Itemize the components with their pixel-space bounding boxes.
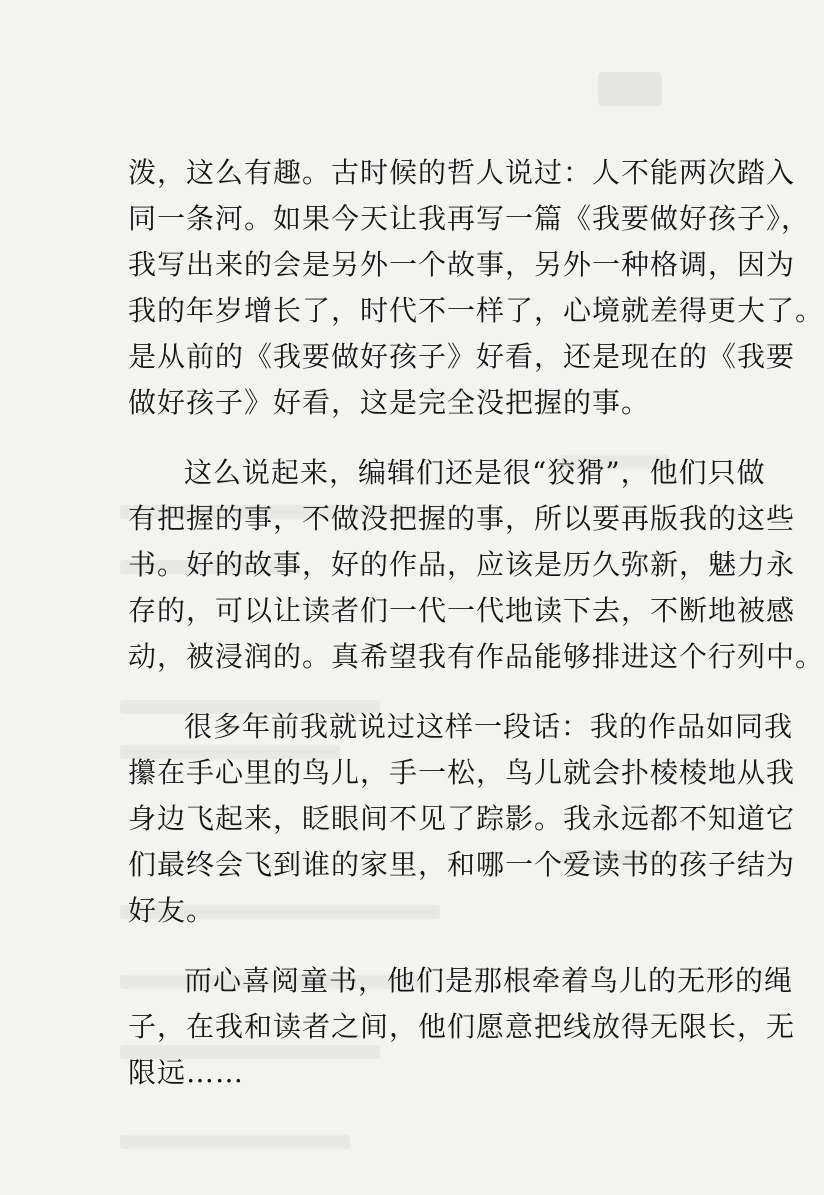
text-line: 我写出来的会是另外一个故事，另外一种格调，因为	[128, 248, 796, 281]
text-line: 身边飞起来，眨眼间不见了踪影。我永远都不知道它	[128, 802, 796, 835]
text-line: 们最终会飞到谁的家里，和哪一个爱读书的孩子结为	[128, 848, 796, 881]
text-line: 很多年前我就说过这样一段话：我的作品如同我	[184, 710, 794, 743]
ghost-heading	[598, 72, 662, 106]
text-line: 攥在手心里的鸟儿，手一松，鸟儿就会扑棱棱地从我	[128, 756, 796, 789]
text-line: 好友。	[128, 894, 216, 927]
paragraph-4	[128, 958, 796, 1096]
text-line: 存的，可以让读者们一代一代地读下去，不断地被感	[128, 594, 796, 627]
text-line: 是从前的《我要做好孩子》好看，还是现在的《我要	[128, 340, 796, 373]
text-line: 有把握的事，不做没把握的事，所以要再版我的这些	[128, 502, 796, 535]
text-line: 我的年岁增长了，时代不一样了，心境就差得更大了。	[128, 294, 824, 327]
text-line: 书。好的故事，好的作品，应该是历久弥新，魅力永	[128, 548, 796, 581]
paragraph-3	[128, 704, 796, 934]
text-line: 做好孩子》好看，这是完全没把握的事。	[128, 386, 651, 419]
text-line: 动，被浸润的。真希望我有作品能够排进这个行列中。	[128, 640, 824, 673]
ghost-line	[120, 1135, 350, 1149]
text-line: 这么说起来，编辑们还是很“狡猾”，他们只做	[184, 456, 766, 489]
text-line: 限远……	[128, 1056, 245, 1089]
paragraph-2	[128, 450, 824, 680]
text-line: 子，在我和读者之间，他们愿意把线放得无限长，无	[128, 1010, 796, 1043]
text-line: 而心喜阅童书，他们是那根牵着鸟儿的无形的绳	[184, 964, 794, 997]
text-line: 同一条河。如果今天让我再写一篇《我要做好孩子》，	[128, 202, 811, 235]
book-page-body	[128, 150, 824, 1120]
paragraph-1	[128, 150, 824, 426]
text-line: 泼，这么有趣。古时候的哲人说过：人不能两次踏入	[128, 156, 796, 189]
